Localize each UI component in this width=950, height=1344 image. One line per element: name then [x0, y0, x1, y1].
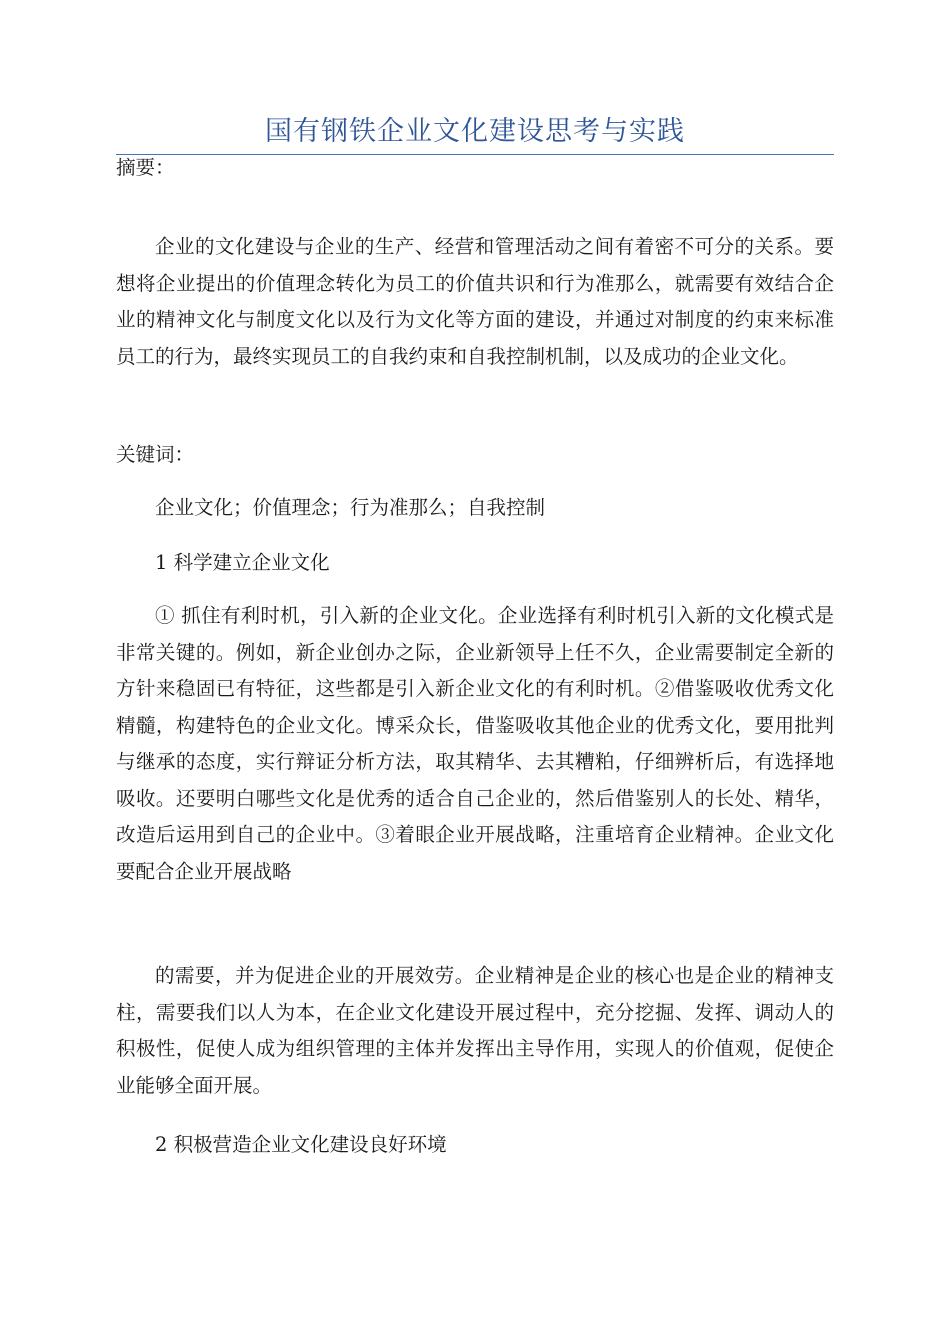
document-title: 国有钢铁企业文化建设思考与实践: [265, 116, 685, 147]
section-2-heading: 2 积极营造企业文化建设良好环境: [155, 1133, 447, 1156]
section-1-paragraph-2: 的需要，并为促进企业的开展效劳。企业精神是企业的核心也是企业的精神支柱，需要我们以人为本，在企业文化建设开展过程中，充分挖掘、发挥、调动人的积极性，促使人成为组织管理的主体并发挥出主导作用，实现人的价值观，促使企业能够全面开展。: [116, 964, 834, 1097]
section-1-paragraph-1: ① 抓住有利时机，引入新的企业文化。企业选择有利时机引入新的文化模式是非常关键的。例如，新企业创办之际，企业新领导上任不久，企业需要制定全新的方针来稳固已有特征，这些都是引入新企业文化的有利时机。②借鉴吸收优秀文化精髓，构建特色的企业文化。博采众长，借鉴吸收其他企业的优秀文化，要用批判与继承的态度，实行辩证分析方法，取其精华、去其糟粕，仔细辨析后，有选择地吸收。还要明白哪些文化是优秀的适合自己企业的，然后借鉴别人的长处、精华，改造后运用到自己的企业中。③着眼企业开展战略，注重培育企业精神。企业文化要配合企业开展战略: [116, 604, 834, 883]
keywords-list: 企业文化；价值理念；行为准那么；自我控制: [155, 496, 546, 519]
section-1-heading: 1 科学建立企业文化: [155, 551, 330, 574]
abstract-label: 摘要：: [116, 156, 175, 179]
keywords-label: 关键词：: [116, 443, 195, 466]
abstract-paragraph: 企业的文化建设与企业的生产、经营和管理活动之间有着密不可分的关系。要想将企业提出的价值理念转化为员工的价值共识和行为准那么，就需要有效结合企业的精神文化与制度文化以及行为文化等方面的建设，并通过对制度的约束来标准员工的行为，最终实现员工的自我约束和自我控制机制，以及成功的企业文化。: [116, 235, 834, 368]
